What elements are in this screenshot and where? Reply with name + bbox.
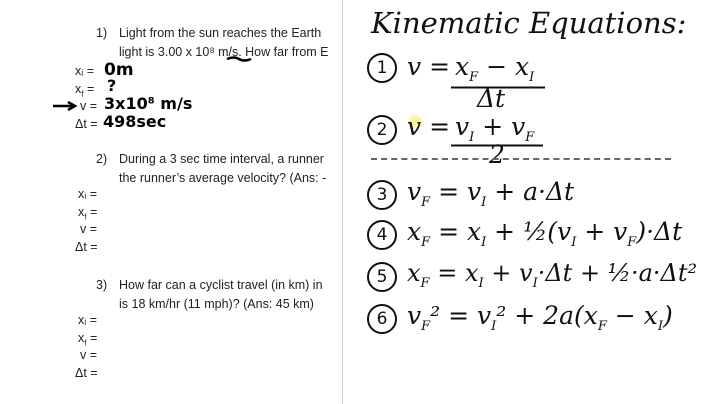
- worksheet-panel: [0, 0, 342, 404]
- var-xi: xᵢ =: [78, 313, 97, 327]
- handwritten-v: 3x10⁸ m/s: [104, 94, 193, 113]
- handwritten-xi: 0m: [104, 60, 134, 80]
- arrow-icon: [52, 101, 78, 111]
- equation-number-2: 2: [367, 115, 397, 145]
- board-title: Kinematic Equations:: [371, 6, 687, 40]
- var-dt: Δt =: [75, 366, 98, 380]
- var-xf: $x_f$ =: [75, 82, 95, 99]
- var-xi: xᵢ =: [78, 187, 97, 201]
- equation-number-6: 6: [367, 304, 397, 334]
- equation-2-lhs: v =: [407, 112, 451, 141]
- equation-number-5: 5: [367, 262, 397, 292]
- equation-1-denominator: Δt: [477, 84, 506, 113]
- var-xf: $x_f$ =: [78, 331, 98, 348]
- question-number: 1): [96, 26, 108, 40]
- equation-6: $v_F^2 = v_I^2 + 2a(x_F - x_I)$: [407, 301, 673, 334]
- var-dt: Δt =: [75, 117, 98, 131]
- equation-4: $x_F = x_I$ + $\frac{1}{2}(v_I + v_F)\cdot\Delta t$: [407, 217, 683, 250]
- question-text-line2: light is 3.00 x 10⁸ m/s. How far from E: [119, 45, 329, 59]
- var-v: v =: [80, 348, 98, 362]
- question-2: [0, 150, 342, 190]
- equation-2-numerator: $v_I + v_F$: [455, 112, 535, 145]
- var-xf: $x_f$ =: [78, 205, 98, 222]
- whiteboard-panel: [343, 0, 720, 404]
- question-text-line2: is 18 km/hr (11 mph)? (Ans: 45 km): [119, 297, 314, 311]
- var-v: v =: [80, 99, 98, 113]
- question-text-line2: the runner’s average velocity? (Ans: -: [119, 171, 327, 185]
- equation-number-3: 3: [367, 180, 397, 210]
- question-text-line1: How far can a cyclist travel (in km) in: [119, 278, 323, 292]
- var-v: v =: [80, 222, 98, 236]
- equation-1-numerator: $x_F - x_I$: [455, 52, 535, 85]
- equation-2-denominator: 2: [489, 140, 505, 169]
- equation-3: $v_F = v_I + a\cdot\Delta t$: [407, 177, 575, 210]
- equation-5: $x_F = x_I + v_I\cdot\Delta t$ + ½·a·Δt²: [407, 259, 698, 291]
- question-3: [0, 276, 342, 316]
- question-text-line1: Light from the sun reaches the Earth: [119, 26, 322, 40]
- var-xi: xᵢ =: [75, 64, 94, 78]
- question-1: [0, 24, 342, 64]
- equation-number-1: 1: [367, 53, 397, 83]
- equation-1-lhs: v =: [407, 52, 451, 81]
- equation-number-4: 4: [367, 220, 397, 250]
- separator-dashed: [371, 158, 671, 160]
- question-text-line1: During a 3 sec time interval, a runner: [119, 152, 324, 166]
- title-underline: [369, 40, 669, 44]
- handwritten-xf: ?: [107, 76, 117, 95]
- question-number: 2): [96, 152, 108, 166]
- question-number: 3): [96, 278, 108, 292]
- handwritten-dt: 498sec: [103, 112, 167, 131]
- underline-mark: [226, 56, 252, 62]
- var-dt: Δt =: [75, 240, 98, 254]
